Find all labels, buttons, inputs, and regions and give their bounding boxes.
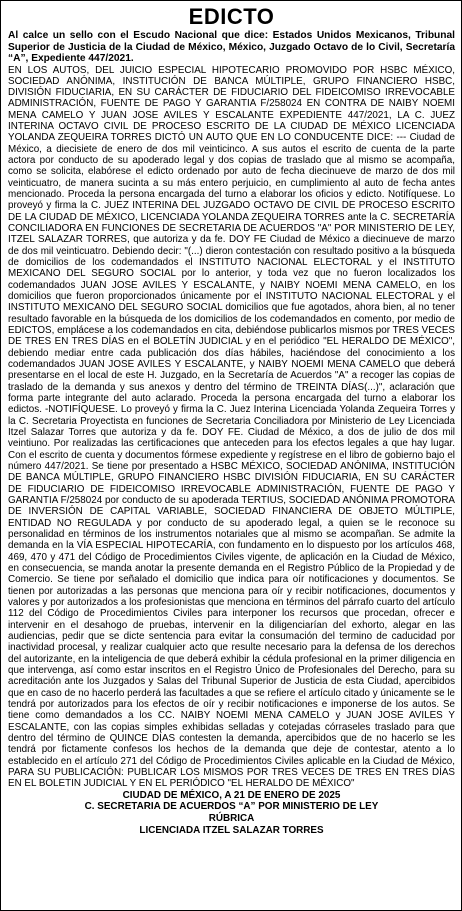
closing-signature: RÚBRICA <box>208 813 255 825</box>
closing-secretary-title: C. SECRETARIA DE ACUERDOS “A” POR MINISTERIO DE LEY <box>84 801 379 813</box>
edict-body: EN LOS AUTOS, DEL JUICIO ESPECIAL HIPOTECARIO PROMOVIDO POR HSBC MÉXICO, SOCIEDAD ANÓNIMA, INSTITUCIÓN DE BANCA MÚLTIPLE, GRUPO FINANCIERO HSBC, DIVISIÓN FIDUCIARIA, EN SU CARÁCTER DE FIDUCIARIO DEL FIDEICOMISO IRREVOCABLE ADMINISTRACIÓN, FUENTE DE PAGO Y GARANTIA F/258024 EN CONTRA DE NAIBY NOEMI MENA CAMELO Y JUAN JOSE AVILES Y ESCALANTE EXPEDIENTE 447/2021, LA C. JUEZ INTERINA OCTAVO CIVIL DE PROCESO ESCRITO DE LA CIUDAD DE MÉXICO LICENCIADA YOLANDA ZEQUEIRA TORRES DICTÓ UN AUTO QUE EN LO CONDUCENTE DICE: --- Ciudad de México, a diecisiete de enero de dos mil veinticinco. A sus autos el escrito de cuenta de la parte actora por conducto de su apoderado legal y dos copias de traslado que al mismo se acompaña, como se solicita, elabórese el edicto ordenado por auto de fecha diecinueve de marzo de dos mil veinticuatro, de manera sucinta a su más entero perjuicio, en cumplimiento al auto de fecha antes mencionado. Proceda la persona encargada del turno a elaborar los oficios y edicto. Notifíquese. Lo proveyó y firma la C. JUEZ INTERINA DEL JUZGADO OCTAVO DE CIVIL DE PROCESO ESCRITO DE LA CIUDAD DE MÉXICO, LICENCIADA YOLANDA ZEQUEIRA TORRES ante la C. SECRETARÍA CONCILIADORA EN FUNCIONES DE SECRETARIA DE ACUERDOS "A" POR MINISTERIO DE LEY, ITZEL SALAZAR TORRES, que autoriza y da fe. DOY FE Ciudad de México a diecinueve de marzo de dos mil veinticuatro. Debiendo decir: "(...) dieron contestación con resultado positivo a la búsqueda de domicilios de los codemandados el INSTITUTO NACIONAL ELECTORAL y el INSTITUTO MEXICANO DEL SEGURO SOCIAL por lo anterior, y toda vez que no fueron localizados los codemandados JUAN JOSE AVILES Y ESCALANTE, y NAIBY NOEMI MENA CAMELO, en los domicilios que fueron proporcionados únicamente por el INSTITUTO NACIONAL ELECTORAL y el INSTITUTO MEXICANO DEL SEGURO SOCIAL domicilios que fue agotados, ahora bien, al no tener resultado favorable en la búsqueda de los domicilios de los codemandados en comento, por medio de EDICTOS, emplácese a los codemandados en cita, debiéndose publicarlos mismos por TRES VECES DE TRES EN TRES DÍAS en el BOLETÍN JUDICIAL y en el periódico "EL HERALDO DE MÉXICO", debiendo mediar entre cada publicación dos días hábiles, haciéndose del conocimiento a los codemandados JUAN JOSE AVILES Y ESCALANTE, y NAIBY NOEMI MENA CAMELO que deberá presentarse en el local de este H. Juzgado, en la Secretaría de Acuerdos "A" a recoger las copias de traslado de la demanda y sus anexos y dentro del término de TREINTA DÍAS(...)", aclaración que forma parte integrante del auto aclarado. Proceda la persona encargada del turno a elaborar los edictos. -NOTIFÍQUESE. Lo proveyó y firma la C. Juez Interina Licenciada Yolanda Zequeira Torres y la C. Secretaria Proyectista en funciones de Secretaria Conciliadora por Ministerio de Ley Licenciada Itzel Salazar Torres que autoriza y da fe. DOY FE. Ciudad de México, a dos de julio de dos mil veintiuno. Por realizadas las certificaciones que anteceden para los efectos legales a que hay lugar. Con el escrito de cuenta y documentos fórmese expediente y regístrese en el libro de gobierno bajo el número 447/2021. Se tiene por presentado a HSBC MÉXICO, SOCIEDAD ANÓNIMA, INSTITUCIÓN DE BANCA MÚLTIPLE, GRUPO FINANCIERO HSBC DIVISIÓN FIDUCIARIA, EN SU CARÁCTER DE FIDUCIARIO DE FIDEICOMISO IRREVOCABLE ADMINISTRACIÓN, FUENTE DE PAGO Y GARANTIA F/258024 por conducto de su apoderada TERTIUS, SOCIEDAD ANÓNIMA PROMOTORA DE INVERSIÓN DE CAPITAL VARIABLE, SOCIEDAD FINANCIERA DE OBJETO MÚLTIPLE, ENTIDAD NO REGULADA y por conducto de su apoderado legal, a quien se le reconoce su personalidad en términos de los instrumentos notariales que al mismo se acompañan. Se admite la demanda en la VÍA ESPECIAL HIPOTECARÍA, con fundamento en lo dispuesto por los artículos 468, 469, 470 y 471 del Código de Procedimientos Civiles vigente, de aplicación en la Ciudad de México, en consecuencia, se manda anotar la presente demanda en el Registro Público de la Propiedad y de Comercio. Se tiene por señalado el domicilio que indica para oír notificaciones y documentos. Se tienen por autorizadas a las personas que menciona para oír y recibir notificaciones, documentos y valores y por autorizados a los profesionistas que menciona en términos del párrafo cuarto del artículo 112 del Código de Procedimientos Civiles para interponer los recursos que procedan, ofrecer e intervenir en el desahogo de pruebas, intervenir en la diligenciarían del exhorto, alegar en las audiencias, pedir que se dicte sentencia para evitar la consumación del termino de caducidad por inactividad procesal, y realizar cualquier acto que resulte necesario para la defensa de los derechos del autorizante, en la inteligencia de que deberá exhibir la cédula profesional en la primer diligencia en que intervenga, así como estar inscritos en el Registro Único de Profesionales del Derecho, para su acreditación ante los Juzgados y Salas del Tribunal Superior de Justicia de esta Ciudad, apercibidos que en caso de no hacerlo perderá las facultades a que se refiere el artículo citado y únicamente se le tendrá por autorizados para los efectos de oír y recibir notificaciones e imponerse de los autos. Se tiene como demandados a los CC. NAIBY NOEMI MENA CAMELO y JUAN JOSE AVILES Y ESCALANTE, con las copias simples exhibidas selladas y cotejadas córraseles traslado para que dentro del término de QUINCE DÍAS contesten la demanda, apercibidos que de no hacerlo se les tendrá por fictamente confesos los hechos de la demanda que deje de contestar, atento a lo establecido en el artículo 271 del Código de Procedimientos Civiles aplicable en la Ciudad de México, PARA SU PUBLICACIÓN: PUBLICAR LOS MISMOS POR TRES VECES DE TRES EN TRES DÍAS EN EL BOLETIN JUDICIAL Y EN EL PERIÓDICO "EL HERALDO DE MÉXICO" <box>8 64 455 790</box>
edict-seal-heading: Al calce un sello con el Escudo Nacional que dice: Estados Unidos Mexicanos, Tribunal Superior de Justicia de la Ciudad de México, México, Juzgado Octavo de lo Civil, Secretaría “A”, Expediente 447/2021. <box>8 30 455 64</box>
closing-secretary-name: LICENCIADA ITZEL SALAZAR TORRES <box>139 824 324 836</box>
closing-date: CIUDAD DE MÉXICO, A 21 DE ENERO DE 2025 <box>122 789 341 801</box>
edict-content <box>1 1 461 837</box>
edict-title: EDICTO <box>188 4 275 29</box>
